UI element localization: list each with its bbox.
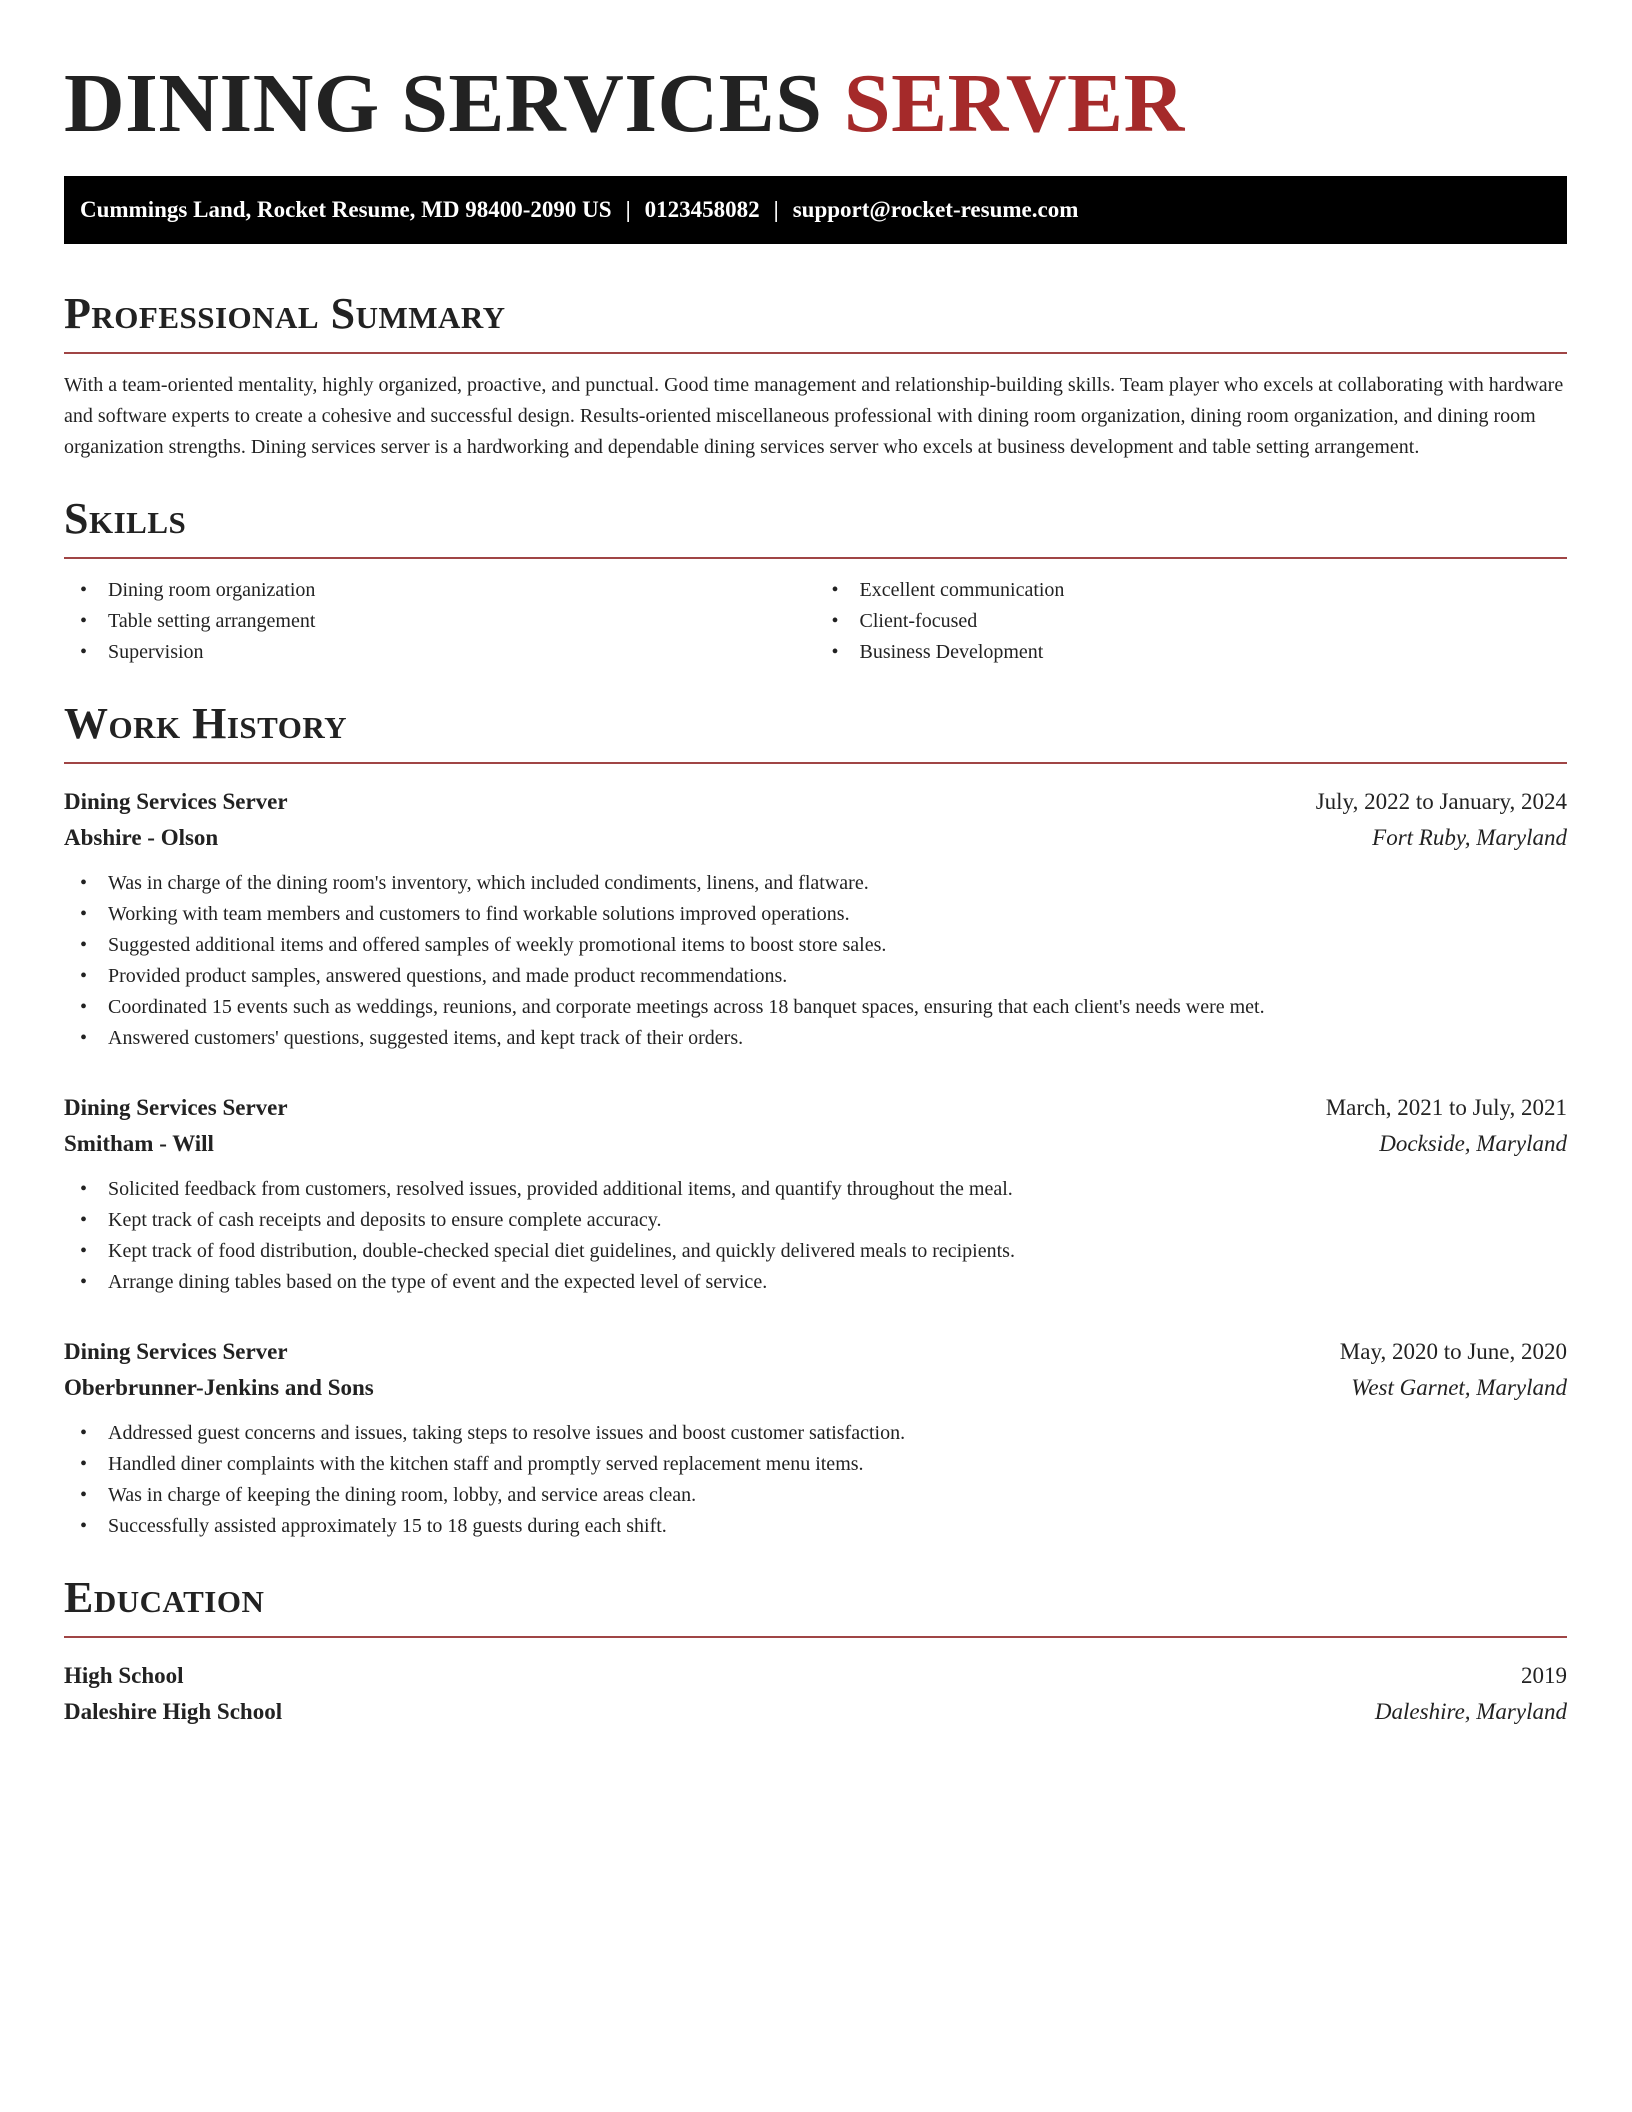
job-location: Fort Ruby, Maryland (1372, 825, 1567, 850)
job-company-row (64, 1370, 1567, 1406)
job-title: Dining Services Server (64, 1095, 288, 1120)
skills-column-right (816, 575, 1568, 668)
education-school: Daleshire High School (64, 1699, 283, 1724)
section-divider (64, 352, 1567, 354)
job-dates: March, 2021 to July, 2021 (1325, 1095, 1567, 1120)
job-company: Oberbrunner-Jenkins and Sons (64, 1375, 374, 1400)
job-bullet: • Answered customers' questions, suggested items, and kept track of their orders. (64, 1023, 1567, 1054)
job-bullet: • Coordinated 15 events such as weddings, reunions, and corporate meetings across 18 banquet spaces, ensuring that each client's needs were met. (64, 992, 1567, 1023)
job-bullet: • Was in charge of keeping the dining room, lobby, and service areas clean. (64, 1480, 1567, 1511)
job-bullets (64, 1418, 1567, 1542)
contact-separator: | (625, 197, 631, 222)
job-dates: May, 2020 to June, 2020 (1339, 1339, 1567, 1364)
job-bullet: • Handled diner complaints with the kitchen staff and promptly served replacement menu items. (64, 1449, 1567, 1480)
job-bullet: • Solicited feedback from customers, resolved issues, provided additional items, and quantify throughout the meal. (64, 1174, 1567, 1205)
job-bullet: • Was in charge of the dining room's inventory, which included condiments, linens, and flatware. (64, 868, 1567, 899)
summary-heading: Professional Summary (64, 289, 506, 338)
job-entry (64, 784, 1567, 1054)
job-title: Dining Services Server (64, 1339, 288, 1364)
skill-item: • Supervision (64, 637, 816, 668)
skill-item: • Table setting arrangement (64, 606, 816, 637)
job-bullet: • Working with team members and customers to find workable solutions improved operations. (64, 899, 1567, 930)
job-title: Dining Services Server (64, 789, 288, 814)
contact-separator: | (773, 197, 779, 222)
skill-item: • Dining room organization (64, 575, 816, 606)
job-company-row (64, 1126, 1567, 1162)
job-location: Dockside, Maryland (1379, 1131, 1567, 1156)
skills-column-left (64, 575, 816, 668)
section-divider (64, 557, 1567, 559)
title-accent: SERVER (843, 57, 1185, 150)
job-bullets (64, 868, 1567, 1054)
job-bullet: • Suggested additional items and offered samples of weekly promotional items to boost store sales. (64, 930, 1567, 961)
summary-text: With a team-oriented mentality, highly organized, proactive, and punctual. Good time management and relationship-building skills. Team player who excels at collaborating with hardware and software experts to create a cohesive and successful design. Results-oriented miscellaneous professional with dining room organization, dining room organization, and dining room organization strengths. Dining services server is a hardworking and dependable dining services server who excels at business development and table setting arrangement. (64, 374, 1564, 458)
job-entry (64, 1090, 1567, 1298)
section-divider (64, 1636, 1567, 1638)
job-title-row (64, 784, 1567, 820)
job-bullet: • Kept track of cash receipts and deposits to ensure complete accuracy. (64, 1205, 1567, 1236)
education-year: 2019 (1521, 1663, 1567, 1688)
job-company: Abshire - Olson (64, 825, 219, 850)
skills-list (64, 575, 1567, 668)
education-school-row (64, 1694, 1567, 1730)
job-company: Smitham - Will (64, 1131, 214, 1156)
education-degree-row (64, 1658, 1567, 1694)
job-dates: July, 2022 to January, 2024 (1315, 789, 1567, 814)
job-bullet: • Addressed guest concerns and issues, taking steps to resolve issues and boost customer satisfaction. (64, 1418, 1567, 1449)
job-bullet: • Arrange dining tables based on the type of event and the expected level of service. (64, 1267, 1567, 1298)
job-location: West Garnet, Maryland (1351, 1375, 1567, 1400)
contact-address: Cummings Land, Rocket Resume, MD 98400-2090 US (80, 197, 612, 222)
contact-bar (64, 176, 1567, 244)
job-entry (64, 1334, 1567, 1542)
section-divider (64, 762, 1567, 764)
skill-item: • Excellent communication (816, 575, 1568, 606)
job-bullet: • Provided product samples, answered questions, and made product recommendations. (64, 961, 1567, 992)
job-title-row (64, 1090, 1567, 1126)
contact-email: support@rocket-resume.com (792, 197, 1079, 222)
education-entry (64, 1658, 1567, 1730)
job-bullet: • Kept track of food distribution, double-checked special diet guidelines, and quickly delivered meals to recipients. (64, 1236, 1567, 1267)
job-bullets (64, 1174, 1567, 1298)
skills-heading: Skills (64, 494, 187, 543)
resume-title (64, 0, 1567, 148)
resume-page (64, 0, 1567, 1730)
contact-phone: 0123458082 (644, 197, 760, 222)
education-degree: High School (64, 1663, 184, 1688)
title-main: DINING SERVICES (64, 57, 823, 150)
job-company-row (64, 820, 1567, 856)
job-bullet: • Successfully assisted approximately 15 to 18 guests during each shift. (64, 1511, 1567, 1542)
education-location: Daleshire, Maryland (1374, 1699, 1567, 1724)
education-heading: Education (64, 1573, 265, 1622)
work-history-heading: Work History (64, 699, 348, 748)
skill-item: • Client-focused (816, 606, 1568, 637)
job-title-row (64, 1334, 1567, 1370)
skill-item: • Business Development (816, 637, 1568, 668)
